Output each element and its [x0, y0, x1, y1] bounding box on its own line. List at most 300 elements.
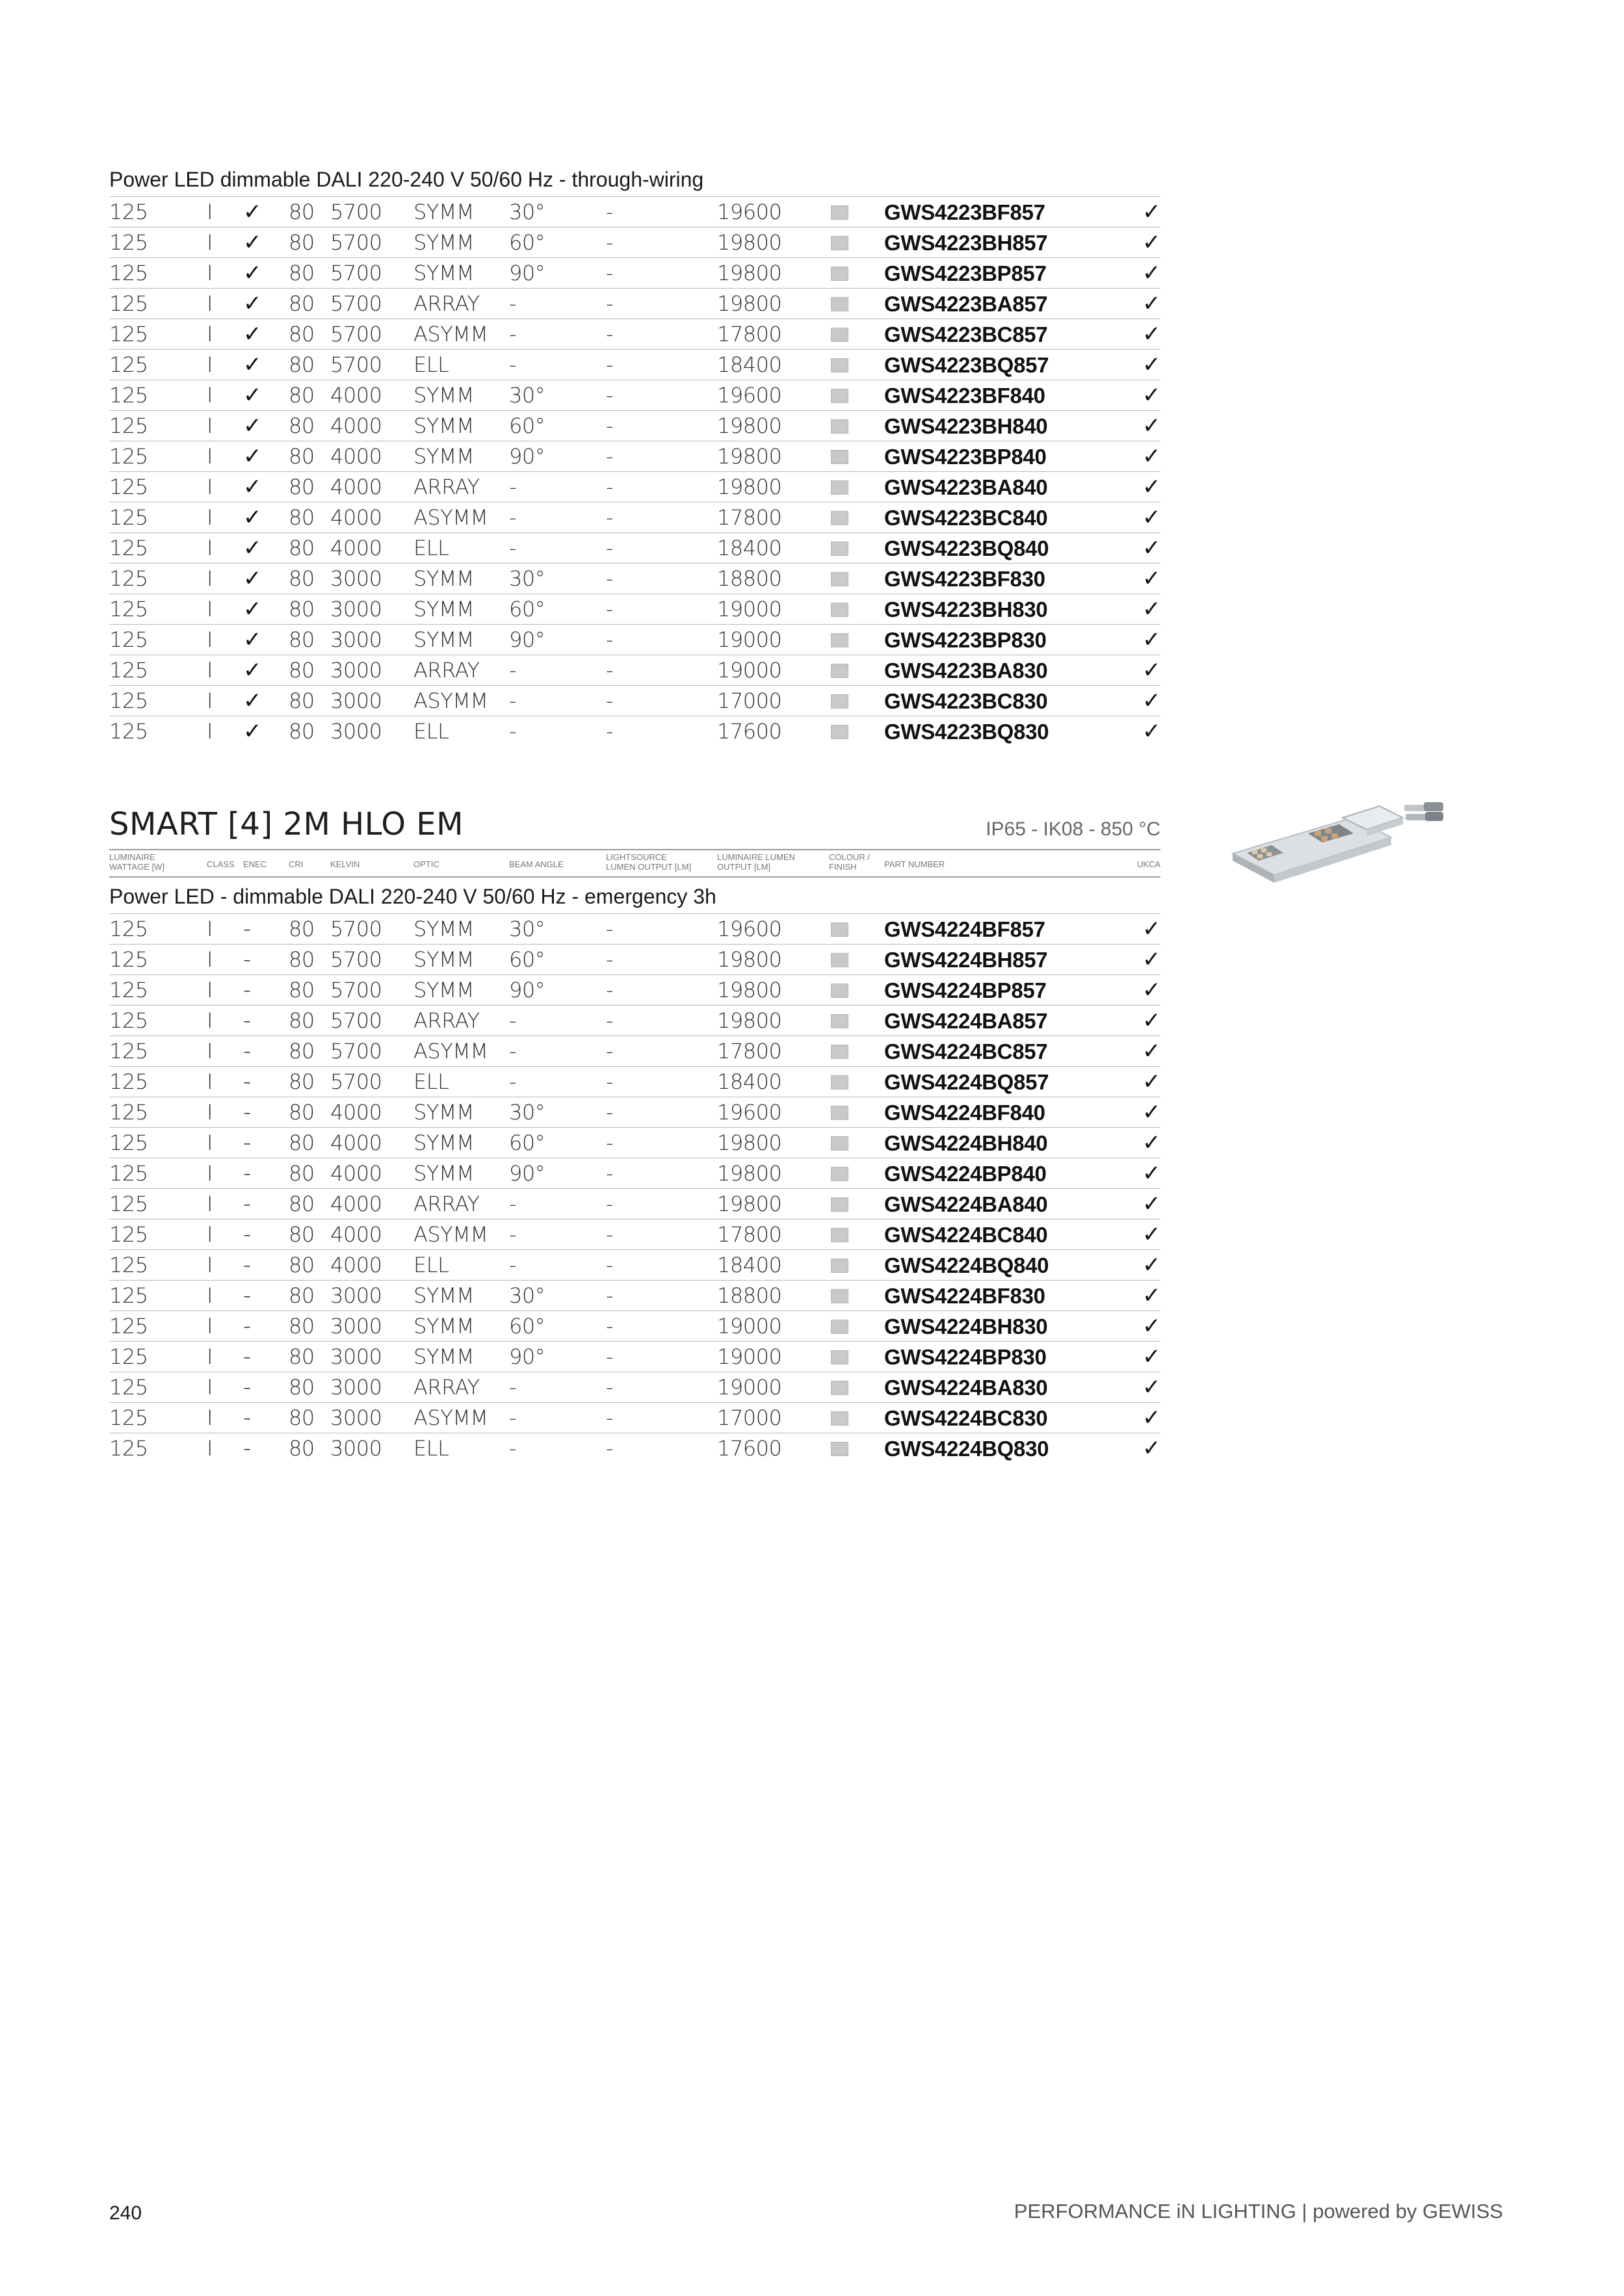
- cell-luminaire-lumen: 18400: [717, 1069, 782, 1094]
- cell-lightsource-lumen: -: [606, 1100, 614, 1125]
- table-row: [109, 1158, 1160, 1188]
- cell-wattage: 125: [109, 1436, 148, 1461]
- cell-ukca: ✓: [1142, 1344, 1160, 1370]
- cell-enec: ✓: [243, 229, 261, 255]
- cell-beam-angle: 60°: [509, 597, 545, 621]
- cell-enec: ✓: [243, 627, 261, 653]
- cell-enec: ✓: [243, 352, 261, 378]
- table-row: [109, 1372, 1160, 1402]
- cell-enec: ✓: [243, 566, 261, 592]
- cell-beam-angle: 90°: [509, 978, 545, 1002]
- cell-lightsource-lumen: -: [606, 566, 614, 591]
- cell-lightsource-lumen: -: [606, 1253, 614, 1277]
- cell-lightsource-lumen: -: [606, 200, 614, 224]
- cell-kelvin: 4000: [330, 1161, 382, 1186]
- cell-part-number: GWS4223BA840: [884, 475, 1048, 499]
- cell-cri: 80: [289, 947, 315, 972]
- cell-finish-swatch: [831, 572, 848, 586]
- cell-part-number: GWS4224BC857: [884, 1039, 1048, 1063]
- cell-ukca: ✓: [1142, 474, 1160, 500]
- cell-ukca: ✓: [1142, 535, 1160, 561]
- cell-cri: 80: [289, 505, 315, 530]
- cell-luminaire-lumen: 19800: [717, 978, 782, 1002]
- cell-ukca: ✓: [1142, 1252, 1160, 1278]
- cell-wattage: 125: [109, 719, 148, 744]
- table-row: [109, 288, 1160, 319]
- cell-beam-angle: -: [509, 322, 517, 346]
- cell-optic: ELL: [413, 1069, 449, 1094]
- cell-kelvin: 3000: [330, 627, 382, 652]
- cell-wattage: 125: [109, 1008, 148, 1033]
- ip-rating: IP65 - IK08 - 850 °C: [986, 818, 1160, 840]
- cell-ukca: ✓: [1142, 627, 1160, 653]
- cell-luminaire-lumen: 17800: [717, 322, 782, 346]
- cell-class: I: [207, 413, 213, 438]
- cell-cri: 80: [289, 627, 315, 652]
- cell-class: I: [207, 1314, 213, 1338]
- cell-ukca: ✓: [1142, 718, 1160, 744]
- cell-ukca: ✓: [1142, 688, 1160, 714]
- cell-luminaire-lumen: 18400: [717, 536, 782, 560]
- cell-optic: ASYMM: [413, 1222, 488, 1247]
- cell-luminaire-lumen: 19000: [717, 597, 782, 621]
- cell-finish-swatch: [831, 541, 848, 556]
- cell-part-number: GWS4223BH840: [884, 414, 1048, 438]
- cell-enec: ✓: [243, 474, 261, 500]
- cell-lightsource-lumen: -: [606, 1283, 614, 1308]
- header-class: CLASS: [207, 859, 235, 869]
- product-title: SMART [4] 2M HLO EM: [109, 806, 464, 842]
- cell-optic: ARRAY: [413, 1375, 480, 1400]
- column-header-row: [109, 849, 1160, 878]
- cell-class: I: [207, 230, 213, 255]
- cell-enec: -: [243, 1221, 251, 1247]
- cell-enec: -: [243, 1435, 251, 1461]
- cell-class: I: [207, 322, 213, 346]
- cell-part-number: GWS4223BF830: [884, 567, 1045, 591]
- cell-lightsource-lumen: -: [606, 1222, 614, 1247]
- table-row: [109, 913, 1160, 944]
- cell-finish-swatch: [831, 205, 848, 220]
- cell-enec: -: [243, 1038, 251, 1064]
- cell-cri: 80: [289, 1100, 315, 1125]
- cell-optic: ARRAY: [413, 291, 480, 316]
- cell-luminaire-lumen: 19000: [717, 1344, 782, 1369]
- cell-class: I: [207, 505, 213, 530]
- table-row: [109, 563, 1160, 594]
- section-label-through-wiring: Power LED dimmable DALI 220-240 V 50/60 Hz - through-wiring: [109, 168, 704, 191]
- cell-finish-swatch: [831, 358, 848, 372]
- cell-kelvin: 4000: [330, 475, 382, 499]
- cell-enec: ✓: [243, 688, 261, 714]
- cell-ukca: ✓: [1142, 1435, 1160, 1461]
- cell-kelvin: 5700: [330, 1069, 382, 1094]
- cell-cri: 80: [289, 658, 315, 683]
- cell-ukca: ✓: [1142, 1374, 1160, 1400]
- cell-luminaire-lumen: 19600: [717, 917, 782, 941]
- cell-lightsource-lumen: -: [606, 505, 614, 530]
- cell-optic: SYMM: [413, 947, 475, 972]
- table-row: [109, 655, 1160, 685]
- cell-enec: -: [243, 1069, 251, 1095]
- page-number: 240: [109, 2202, 142, 2224]
- table-row: [109, 1341, 1160, 1372]
- cell-class: I: [207, 352, 213, 377]
- cell-kelvin: 3000: [330, 1436, 382, 1461]
- cell-cri: 80: [289, 475, 315, 499]
- cell-wattage: 125: [109, 352, 148, 377]
- cell-optic: ASYMM: [413, 322, 488, 346]
- cell-ukca: ✓: [1142, 1313, 1160, 1339]
- cell-class: I: [207, 1130, 213, 1155]
- cell-wattage: 125: [109, 230, 148, 255]
- cell-part-number: GWS4224BF840: [884, 1101, 1045, 1125]
- table-row: [109, 1433, 1160, 1463]
- cell-optic: SYMM: [413, 1100, 475, 1125]
- cell-lightsource-lumen: -: [606, 322, 614, 346]
- table-row: [109, 594, 1160, 624]
- header-luminaire-lumen: LUMINAIRE LUMEN OUTPUT [LM]: [717, 852, 795, 872]
- cell-finish-swatch: [831, 328, 848, 342]
- table-row: [109, 471, 1160, 502]
- cell-optic: SYMM: [413, 413, 475, 438]
- cell-class: I: [207, 566, 213, 591]
- cell-class: I: [207, 658, 213, 683]
- cell-cri: 80: [289, 917, 315, 941]
- cell-cri: 80: [289, 1161, 315, 1186]
- cell-enec: -: [243, 916, 251, 942]
- cell-class: I: [207, 1039, 213, 1063]
- cell-optic: SYMM: [413, 444, 475, 469]
- cell-ukca: ✓: [1142, 566, 1160, 592]
- cell-optic: ARRAY: [413, 658, 480, 683]
- cell-part-number: GWS4224BC830: [884, 1406, 1048, 1430]
- cell-cri: 80: [289, 291, 315, 316]
- header-cri: CRI: [289, 859, 304, 869]
- cell-cri: 80: [289, 1039, 315, 1063]
- cell-class: I: [207, 1069, 213, 1094]
- cell-lightsource-lumen: -: [606, 1039, 614, 1063]
- table-row: [109, 410, 1160, 441]
- cell-finish-swatch: [831, 1228, 848, 1242]
- cell-class: I: [207, 719, 213, 744]
- table-row: [109, 1219, 1160, 1249]
- cell-finish-swatch: [831, 984, 848, 998]
- cell-enec: -: [243, 1191, 251, 1217]
- cell-part-number: GWS4223BC840: [884, 506, 1048, 530]
- cell-wattage: 125: [109, 1405, 148, 1430]
- cell-lightsource-lumen: -: [606, 536, 614, 560]
- cell-ukca: ✓: [1142, 1099, 1160, 1125]
- table-row: [109, 1127, 1160, 1158]
- cell-luminaire-lumen: 17800: [717, 505, 782, 530]
- cell-kelvin: 4000: [330, 383, 382, 408]
- cell-part-number: GWS4224BF830: [884, 1284, 1045, 1308]
- cell-lightsource-lumen: -: [606, 917, 614, 941]
- cell-enec: -: [243, 1283, 251, 1309]
- cell-lightsource-lumen: -: [606, 1130, 614, 1155]
- cell-finish-swatch: [831, 1075, 848, 1089]
- cell-luminaire-lumen: 17800: [717, 1039, 782, 1063]
- cell-kelvin: 3000: [330, 688, 382, 713]
- cell-wattage: 125: [109, 261, 148, 285]
- cell-beam-angle: 90°: [509, 261, 545, 285]
- cell-lightsource-lumen: -: [606, 1375, 614, 1400]
- cell-class: I: [207, 1161, 213, 1186]
- cell-ukca: ✓: [1142, 657, 1160, 683]
- cell-finish-swatch: [831, 389, 848, 403]
- cell-class: I: [207, 291, 213, 316]
- header-enec: ENEC: [243, 859, 267, 869]
- cell-cri: 80: [289, 1405, 315, 1430]
- cell-part-number: GWS4224BP857: [884, 978, 1047, 1002]
- cell-part-number: GWS4223BA857: [884, 292, 1048, 316]
- cell-beam-angle: -: [509, 1222, 517, 1247]
- cell-finish-swatch: [831, 922, 848, 937]
- cell-luminaire-lumen: 19000: [717, 1314, 782, 1338]
- cell-luminaire-lumen: 17600: [717, 1436, 782, 1461]
- cell-luminaire-lumen: 19600: [717, 200, 782, 224]
- cell-optic: SYMM: [413, 261, 475, 285]
- cell-beam-angle: 60°: [509, 947, 545, 972]
- cell-optic: SYMM: [413, 1161, 475, 1186]
- cell-luminaire-lumen: 19800: [717, 261, 782, 285]
- cell-beam-angle: 90°: [509, 1344, 545, 1369]
- cell-kelvin: 4000: [330, 1130, 382, 1155]
- cell-cri: 80: [289, 383, 315, 408]
- cell-luminaire-lumen: 18400: [717, 1253, 782, 1277]
- cell-luminaire-lumen: 19800: [717, 475, 782, 499]
- cell-luminaire-lumen: 19600: [717, 1100, 782, 1125]
- header-optic: OPTIC: [413, 859, 439, 869]
- cell-enec: -: [243, 1130, 251, 1156]
- cell-beam-angle: -: [509, 352, 517, 377]
- cell-luminaire-lumen: 19800: [717, 1192, 782, 1216]
- cell-class: I: [207, 1192, 213, 1216]
- cell-part-number: GWS4223BA830: [884, 659, 1048, 683]
- cell-part-number: GWS4224BA840: [884, 1192, 1048, 1216]
- cell-part-number: GWS4224BC840: [884, 1223, 1048, 1247]
- cell-kelvin: 3000: [330, 1314, 382, 1338]
- cell-lightsource-lumen: -: [606, 1344, 614, 1369]
- cell-optic: ELL: [413, 1436, 449, 1461]
- cell-wattage: 125: [109, 1253, 148, 1277]
- cell-kelvin: 5700: [330, 352, 382, 377]
- section-label-emergency: Power LED - dimmable DALI 220-240 V 50/60 Hz - emergency 3h: [109, 885, 716, 908]
- cell-cri: 80: [289, 597, 315, 621]
- cell-lightsource-lumen: -: [606, 1405, 614, 1430]
- cell-luminaire-lumen: 19800: [717, 444, 782, 469]
- cell-lightsource-lumen: -: [606, 413, 614, 438]
- cell-wattage: 125: [109, 1283, 148, 1308]
- footer-brand: PERFORMANCE iN LIGHTING | powered by GEWISS: [1014, 2200, 1503, 2223]
- cell-lightsource-lumen: -: [606, 978, 614, 1002]
- cell-kelvin: 4000: [330, 1192, 382, 1216]
- cell-lightsource-lumen: -: [606, 658, 614, 683]
- cell-finish-swatch: [831, 1411, 848, 1426]
- header-lightsource-lumen: LIGHTSOURCE LUMEN OUTPUT [LM]: [606, 852, 692, 872]
- cell-class: I: [207, 1008, 213, 1033]
- table-row: [109, 257, 1160, 288]
- cell-part-number: GWS4224BP830: [884, 1345, 1047, 1369]
- cell-lightsource-lumen: -: [606, 475, 614, 499]
- cell-lightsource-lumen: -: [606, 1436, 614, 1461]
- cell-lightsource-lumen: -: [606, 291, 614, 316]
- cell-optic: ARRAY: [413, 1008, 480, 1033]
- cell-kelvin: 3000: [330, 1375, 382, 1400]
- cell-wattage: 125: [109, 1130, 148, 1155]
- cell-luminaire-lumen: 19000: [717, 627, 782, 652]
- cell-beam-angle: -: [509, 1253, 517, 1277]
- cell-beam-angle: -: [509, 1405, 517, 1430]
- cell-beam-angle: -: [509, 475, 517, 499]
- table-row: [109, 1005, 1160, 1036]
- cell-wattage: 125: [109, 322, 148, 346]
- cell-optic: SYMM: [413, 230, 475, 255]
- cell-lightsource-lumen: -: [606, 1314, 614, 1338]
- cell-enec: -: [243, 1160, 251, 1186]
- table-row: [109, 1402, 1160, 1433]
- cell-optic: SYMM: [413, 978, 475, 1002]
- table-row: [109, 1311, 1160, 1341]
- cell-beam-angle: -: [509, 719, 517, 744]
- cell-class: I: [207, 536, 213, 560]
- cell-beam-angle: 30°: [509, 1283, 545, 1308]
- cell-enec: ✓: [243, 291, 261, 317]
- cell-finish-swatch: [831, 267, 848, 281]
- cell-cri: 80: [289, 1192, 315, 1216]
- cell-optic: SYMM: [413, 200, 475, 224]
- cell-beam-angle: 30°: [509, 917, 545, 941]
- header-ukca: UKCA: [1136, 859, 1160, 869]
- cell-beam-angle: -: [509, 658, 517, 683]
- cell-wattage: 125: [109, 505, 148, 530]
- cell-class: I: [207, 383, 213, 408]
- table-row: [109, 1249, 1160, 1280]
- cell-luminaire-lumen: 19800: [717, 1008, 782, 1033]
- cell-class: I: [207, 1100, 213, 1125]
- cell-finish-swatch: [831, 236, 848, 250]
- cell-optic: ARRAY: [413, 1192, 480, 1216]
- cell-luminaire-lumen: 18800: [717, 566, 782, 591]
- cell-part-number: GWS4223BC830: [884, 689, 1048, 713]
- table-row: [109, 196, 1160, 227]
- cell-cri: 80: [289, 978, 315, 1002]
- table-row: [109, 944, 1160, 974]
- cell-enec: ✓: [243, 443, 261, 469]
- cell-class: I: [207, 475, 213, 499]
- cell-part-number: GWS4223BP857: [884, 261, 1047, 285]
- cell-enec: ✓: [243, 718, 261, 744]
- cell-cri: 80: [289, 413, 315, 438]
- cell-lightsource-lumen: -: [606, 597, 614, 621]
- cell-luminaire-lumen: 19000: [717, 658, 782, 683]
- cell-finish-swatch: [831, 1045, 848, 1059]
- cell-cri: 80: [289, 200, 315, 224]
- table-row: [109, 1097, 1160, 1127]
- cell-ukca: ✓: [1142, 1130, 1160, 1156]
- cell-part-number: GWS4224BP840: [884, 1162, 1047, 1186]
- cell-part-number: GWS4223BP840: [884, 445, 1047, 469]
- cell-wattage: 125: [109, 475, 148, 499]
- cell-luminaire-lumen: 19800: [717, 947, 782, 972]
- cell-kelvin: 5700: [330, 291, 382, 316]
- cell-cri: 80: [289, 1130, 315, 1155]
- cell-lightsource-lumen: -: [606, 352, 614, 377]
- cell-enec: -: [243, 1008, 251, 1034]
- cell-finish-swatch: [831, 1014, 848, 1028]
- cell-class: I: [207, 261, 213, 285]
- cell-wattage: 125: [109, 1375, 148, 1400]
- cell-cri: 80: [289, 444, 315, 469]
- cell-finish-swatch: [831, 1381, 848, 1395]
- cell-wattage: 125: [109, 1069, 148, 1094]
- cell-cri: 80: [289, 1375, 315, 1400]
- cell-cri: 80: [289, 1314, 315, 1338]
- cell-wattage: 125: [109, 536, 148, 560]
- cell-class: I: [207, 947, 213, 972]
- cell-lightsource-lumen: -: [606, 627, 614, 652]
- cell-beam-angle: -: [509, 1436, 517, 1461]
- cell-beam-angle: 60°: [509, 1314, 545, 1338]
- table-row: [109, 227, 1160, 257]
- cell-optic: ARRAY: [413, 475, 480, 499]
- cell-lightsource-lumen: -: [606, 719, 614, 744]
- cell-wattage: 125: [109, 200, 148, 224]
- cell-optic: SYMM: [413, 566, 475, 591]
- cell-part-number: GWS4224BQ840: [884, 1253, 1049, 1277]
- header-part-number: PART NUMBER: [884, 859, 945, 869]
- cell-kelvin: 5700: [330, 1039, 382, 1063]
- cell-lightsource-lumen: -: [606, 383, 614, 408]
- cell-cri: 80: [289, 1344, 315, 1369]
- cell-ukca: ✓: [1142, 1160, 1160, 1186]
- cell-ukca: ✓: [1142, 199, 1160, 225]
- cell-ukca: ✓: [1142, 1283, 1160, 1309]
- cell-ukca: ✓: [1142, 977, 1160, 1003]
- cell-luminaire-lumen: 19600: [717, 383, 782, 408]
- cell-beam-angle: -: [509, 505, 517, 530]
- cell-luminaire-lumen: 19800: [717, 1161, 782, 1186]
- cell-ukca: ✓: [1142, 1038, 1160, 1064]
- cell-luminaire-lumen: 19800: [717, 291, 782, 316]
- cell-luminaire-lumen: 19800: [717, 1130, 782, 1155]
- cell-beam-angle: -: [509, 1069, 517, 1094]
- cell-part-number: GWS4224BQ830: [884, 1437, 1049, 1461]
- cell-wattage: 125: [109, 688, 148, 713]
- cell-part-number: GWS4224BH830: [884, 1314, 1048, 1338]
- cell-beam-angle: 90°: [509, 627, 545, 652]
- cell-wattage: 125: [109, 566, 148, 591]
- cell-beam-angle: 60°: [509, 1130, 545, 1155]
- table-row: [109, 716, 1160, 746]
- cell-cri: 80: [289, 261, 315, 285]
- cell-class: I: [207, 1375, 213, 1400]
- cell-ukca: ✓: [1142, 321, 1160, 347]
- cell-kelvin: 5700: [330, 947, 382, 972]
- cell-lightsource-lumen: -: [606, 230, 614, 255]
- header-wattage: LUMINAIRE WATTAGE [W]: [109, 852, 164, 872]
- cell-lightsource-lumen: -: [606, 1192, 614, 1216]
- cell-beam-angle: -: [509, 1192, 517, 1216]
- cell-beam-angle: 30°: [509, 566, 545, 591]
- cell-beam-angle: -: [509, 1008, 517, 1033]
- cell-kelvin: 3000: [330, 1344, 382, 1369]
- cell-wattage: 125: [109, 444, 148, 469]
- cell-optic: SYMM: [413, 597, 475, 621]
- cell-luminaire-lumen: 19000: [717, 1375, 782, 1400]
- cell-finish-swatch: [831, 725, 848, 739]
